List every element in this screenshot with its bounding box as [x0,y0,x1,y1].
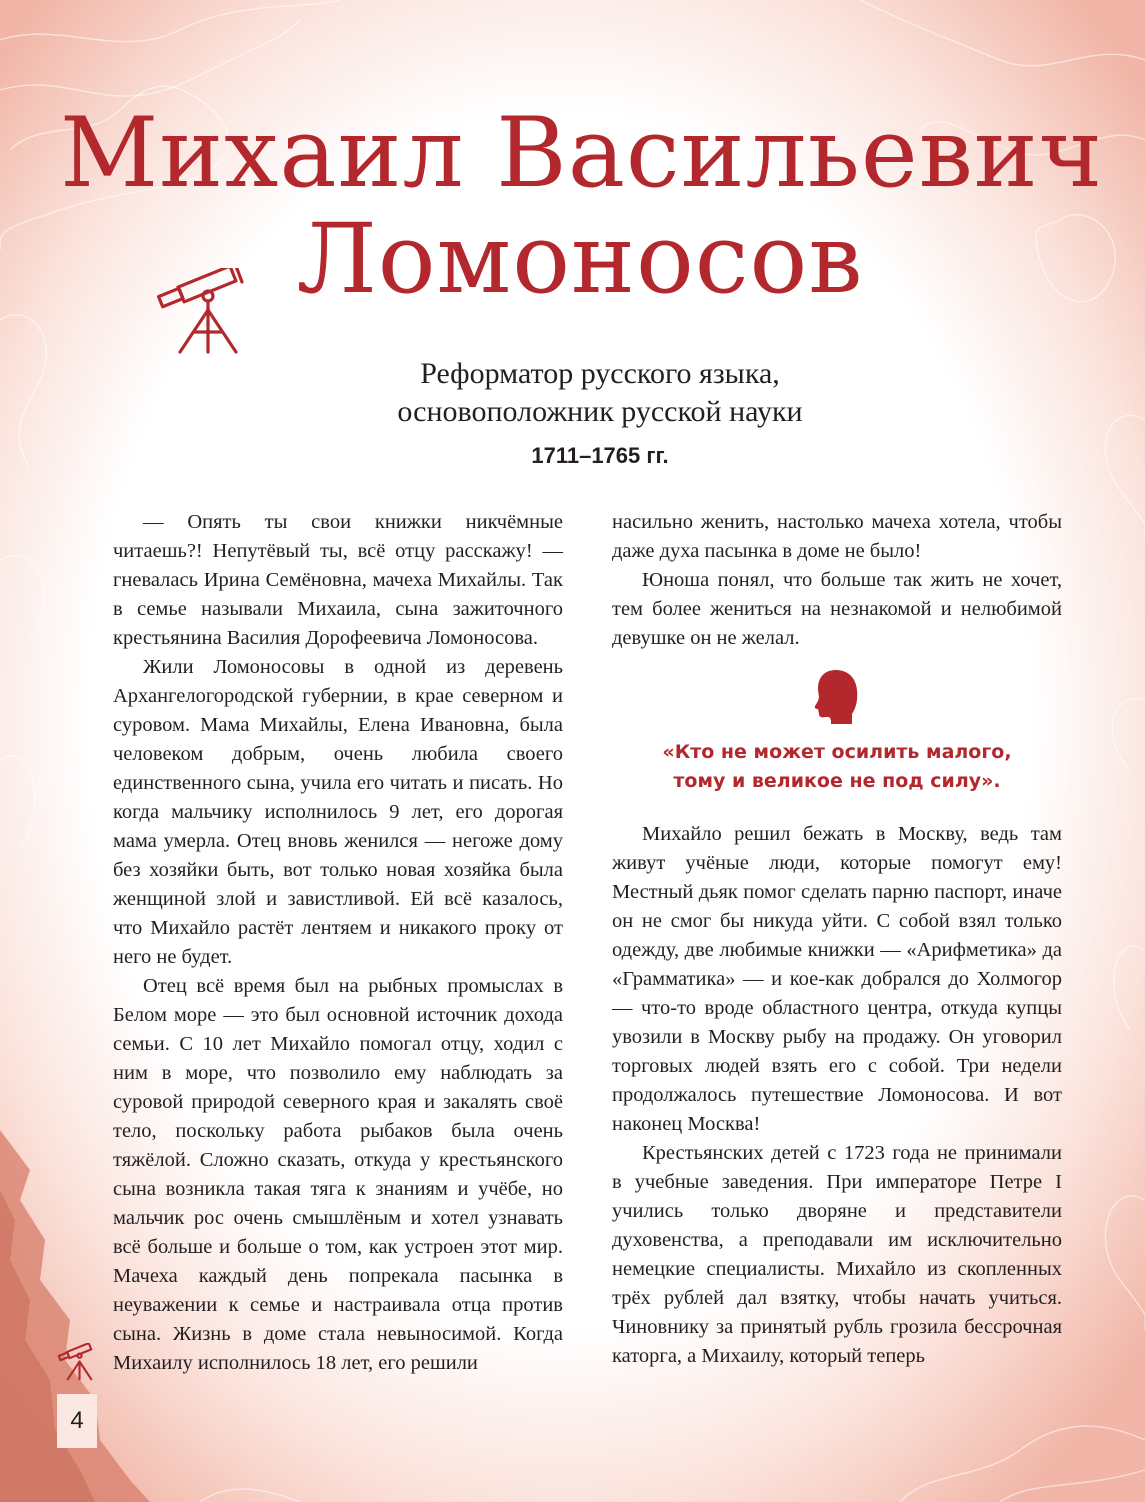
paragraph: Крестьянских детей с 1723 года не принимали в учебные заведения. При императоре Петре I учились только дворяне и представители духовенства, а преподавали им исключительно немецкие специалисты. Михайло из скопленных трёх рублей дал взятку, чтобы начать учиться. Чиновнику за принятый рубль грозила бессрочная каторга, а Михаилу, который теперь [612,1142,1062,1367]
subtitle [300,355,900,431]
paragraph: насильно женить, настолько мачеха хотела, чтобы даже духа пасынка в доме не было! [612,511,1062,562]
telescope-icon [152,268,252,354]
left-column [113,508,563,1378]
life-years: 1711–1765 гг. [531,443,669,468]
title-line-1: Михаил Васильевич [60,97,1104,209]
telescope-icon-small [56,1343,98,1381]
subtitle-line-2: основоположник русской науки [397,395,803,428]
paragraph: Жили Ломоносовы в одной из деревень Архангелогородской губернии, в крае северном и суровом. Мама Михайлы, Елена Ивановна, была человеком добрым, очень любила своего единственного сына, учила его читать и писать. Но когда мальчику исполнилось 9 лет, его дорогая мама умерла. Отец вновь женился — негоже дому без хозяйки быть, вот только новая хозяйка была женщиной злой и завистливой. Ей всё казалось, что Михайло растёт лентяем и никакого проку от него не будет. [113,656,563,968]
paragraph: Юноша понял, что больше так жить не хочет, тем более жениться на незнакомой и нелюбимой девушке он не желал. [612,569,1062,649]
right-column-top [612,508,1062,653]
page-number: 4 [57,1394,97,1448]
paragraph: Михайло решил бежать в Москву, ведь там живут учёные люди, которые помогут ему! Местный дьяк помог сделать парню паспорт, иначе он не смог бы никуда уйти. С собой взял только одежду, две любимые книжки — «Арифметика» да «Грамматика» — и кое-как добрался до Холмогор — что-то вроде областного центра, откуда купцы увозили в Москву рыбу на продажу. Он уговорил торговых людей взять его с собой. Три недели продолжалось путешествие Ломоносова. И вот наконец Москва! [612,823,1062,1135]
subtitle-line-1: Реформатор русского языка, [420,357,780,390]
quote-line-1: «Кто не может осилить малого, [662,741,1012,763]
right-column-bottom [612,820,1062,1371]
title-line-2: Ломоносов [296,203,864,315]
paragraph: — Опять ты свои книжки никчёмные читаешь?! Непутёвый ты, всё отцу расскажу! — гневалась Ирина Семёновна, мачеха Михайлы. Так в семье называли Михаила, сына зажиточного крестьянина Василия Дорофеевича Ломоносова. [113,511,563,649]
head-profile-icon [814,668,858,724]
quote-line-2: тому и великое не под силу». [673,770,1001,792]
paragraph: Отец всё время был на рыбных промыслах в Белом море — это был основной источник дохода семьи. С 10 лет Михайло помогал отцу, ходил с ним в море, что позволило ему наблюдать за суровой природой северного края и закалять своё тело, поскольку работа рыбаков была очень тяжёлой. Сложно сказать, откуда у крестьянского сына возникла такая тяга к знаниям и учёбе, но мальчик рос очень смышлёным и хотел узнавать всё больше и больше о том, как устроен этот мир. Мачеха каждый день попрекала пасынка в неуважении к семье и настраивала отца против сына. Жизнь в доме стала невыносимой. Когда Михаилу исполнилось 18 лет, его решили [113,975,563,1374]
quote [612,738,1062,796]
